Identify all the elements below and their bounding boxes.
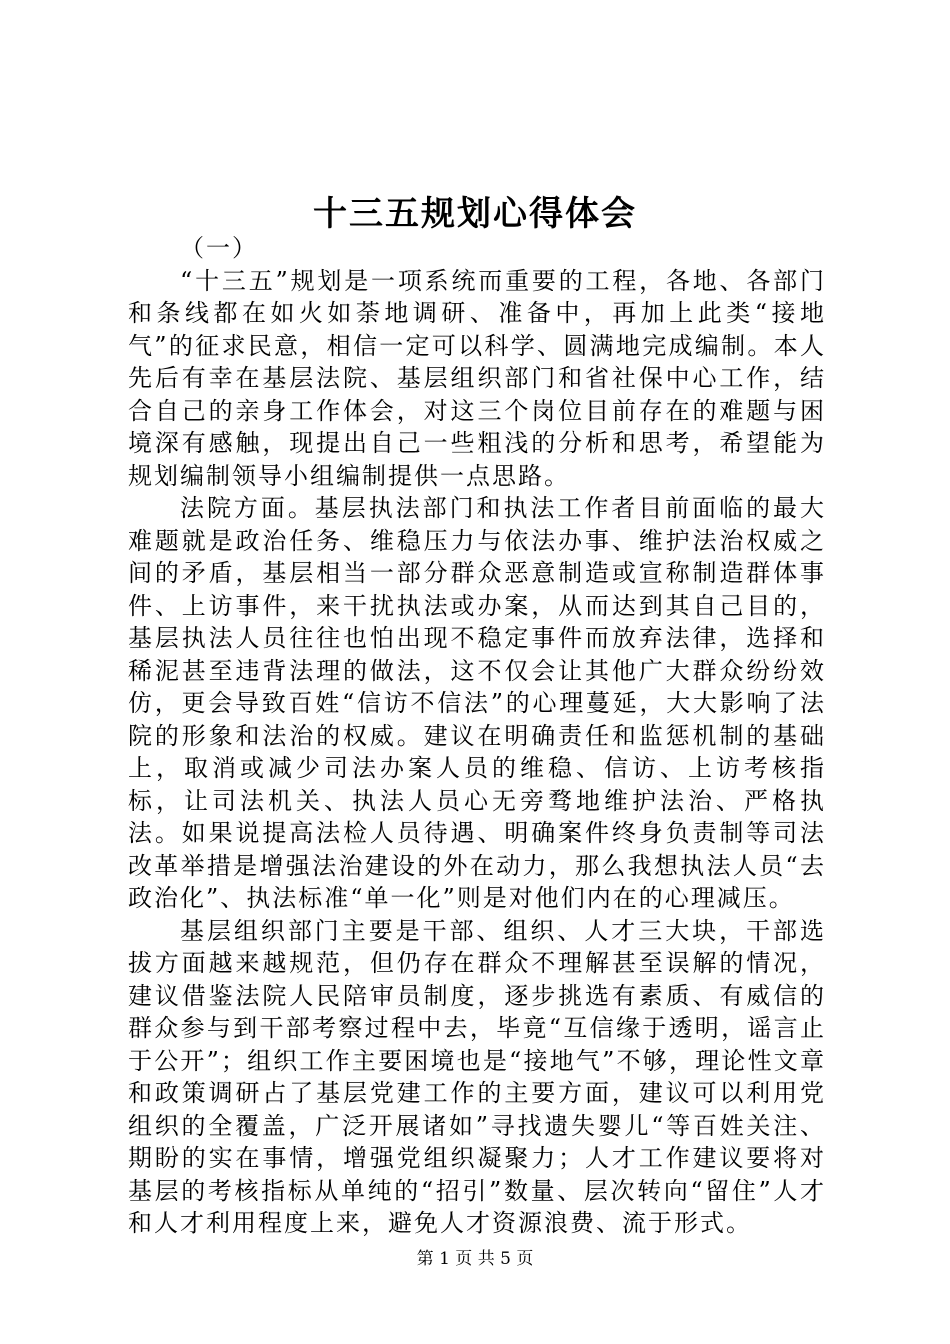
document-title: 十三五规划心得体会 [313, 194, 637, 234]
paragraph-organization: 基层组织部门主要是干部、组织、人才三大块，干部选拔方面越来越规范，但仍存在群众不理解甚至误解的情况，建议借鉴法院人民陪审员制度，逐步挑选有素质、有威信的群众参与到干部考察过程中去，毕竟“互信缘于透明，谣言止于公开”；组织工作主要困境也是“接地气”不够，理论性文章和政策调研占了基层党建工作的主要方面，建议可以利用党组织的全覆盖，广泛开展诸如”寻找遗失婴儿“等百姓关注、期盼的实在事情，增强党组织凝聚力；人才工作建议要将对基层的考核指标从单纯的“招引”数量、层次转向“留住”人才和人才利用程度上来，避免人才资源浪费、流于形式。 [128, 916, 826, 1237]
page-footer: 第 1 页 共 5 页 [416, 1249, 534, 1269]
document-body [128, 232, 826, 1240]
paragraph-court: 法院方面。基层执法部门和执法工作者目前面临的最大难题就是政治任务、维稳压力与依法办事、维护法治权威之间的矛盾，基层相当一部分群众恶意制造或宣称制造群体事件、上访事件，来干扰执法或办案，从而达到其自己目的，基层执法人员往往也怕出现不稳定事件而放弃法律，选择和稀泥甚至违背法理的做法，这不仅会让其他广大群众纷纷效仿，更会导致百姓“信访不信法”的心理蔓延，大大影响了法院的形象和法治的权威。建议在明确责任和监惩机制的基础上，取消或减少司法办案人员的维稳、信访、上访考核指标，让司法机关、执法人员心无旁骛地维护法治、严格执法。如果说提高法检人员待遇、明确案件终身负责制等司法改革举措是增强法治建设的外在动力，那么我想执法人员“去政治化”、执法标准“单一化”则是对他们内在的心理减压。 [128, 494, 826, 912]
paragraph-intro: “十三五”规划是一项系统而重要的工程，各地、各部门和条线都在如火如荼地调研、准备中，再加上此类“接地气”的征求民意，相信一定可以科学、圆满地完成编制。本人先后有幸在基层法院、基层组织部门和省社保中心工作，结合自己的亲身工作体会，对这三个岗位目前存在的难题与困境深有感触，现提出自己一些粗浅的分析和思考，希望能为规划编制领导小组编制提供一点思路。 [128, 266, 826, 490]
section-marker: （一） [180, 234, 258, 262]
